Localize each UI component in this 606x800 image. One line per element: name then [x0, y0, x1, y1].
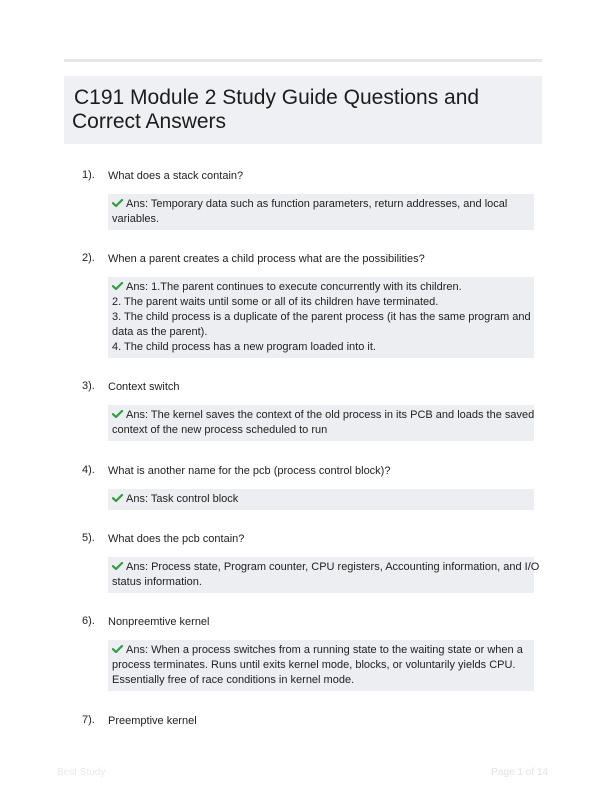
answer-text: Ans: Process state, Program counter, CPU registers, Accounting information, and I/O	[126, 561, 540, 573]
answer-line	[112, 560, 540, 575]
check-icon	[112, 562, 123, 570]
page-title-line-1: C191 Module 2 Study Guide Questions and	[74, 86, 480, 109]
answer-text: Essentially free of race conditions in kernel mode.	[112, 674, 355, 686]
answer-text: status information.	[112, 576, 202, 588]
question-text: What is another name for the pcb (process control block)?	[108, 465, 391, 477]
answer-text: 4. The child process has a new program loaded into it.	[112, 341, 376, 353]
check-icon	[112, 199, 123, 207]
question-number: 3).	[82, 380, 95, 392]
answer-text: Ans: Temporary data such as function parameters, return addresses, and local	[126, 198, 508, 210]
page-title-line-2: Correct Answers	[72, 110, 227, 133]
question-number: 2).	[82, 252, 95, 264]
question-number: 7).	[82, 714, 95, 726]
check-icon	[112, 494, 123, 502]
question-text: Nonpreemtive kernel	[108, 616, 210, 628]
question-number: 6).	[82, 615, 95, 627]
question-number: 4).	[82, 464, 95, 476]
answer-box	[108, 640, 534, 691]
answer-text: process terminates. Runs until exits kernel mode, blocks, or voluntarily yields CPU.	[112, 659, 516, 671]
question-text: What does the pcb contain?	[108, 533, 245, 545]
answer-line	[112, 492, 530, 507]
answer-box	[108, 194, 534, 230]
question-text: When a parent creates a child process what are the possibilities?	[108, 253, 425, 265]
question-text: Context switch	[108, 381, 180, 393]
answer-text: Ans: The kernel saves the context of the old process in its PCB and loads the saved	[126, 409, 535, 421]
answer-text: 2. The parent waits until some or all of its children have terminated.	[112, 296, 439, 308]
page-indicator: Page 1 of 14	[491, 767, 548, 778]
answer-text: Ans: 1.The parent continues to execute concurrently with its children.	[126, 281, 462, 293]
answer-line	[112, 197, 530, 212]
check-icon	[112, 282, 123, 290]
answer-text: variables.	[112, 213, 160, 225]
answer-text: Ans: When a process switches from a running state to the waiting state or when a	[126, 644, 523, 656]
question-text: Preemptive kernel	[108, 715, 197, 727]
answer-line	[112, 280, 530, 295]
answer-line	[112, 643, 530, 658]
answer-text: data as the parent).	[112, 326, 208, 338]
answer-text: context of the new process scheduled to run	[112, 424, 328, 436]
answer-text: 3. The child process is a duplicate of the parent process (it has the same program and	[112, 311, 531, 323]
answer-box	[108, 557, 540, 593]
check-icon	[112, 410, 123, 418]
question-text: What does a stack contain?	[108, 170, 244, 182]
answer-box	[108, 405, 534, 441]
answer-box	[108, 277, 534, 358]
footer-brand: Best Study	[57, 767, 106, 778]
question-number: 5).	[82, 532, 95, 544]
answer-text: Ans: Task control block	[126, 493, 239, 505]
answer-box	[108, 489, 534, 510]
check-icon	[112, 645, 123, 653]
question-number: 1).	[82, 169, 95, 181]
answer-line	[112, 408, 535, 423]
